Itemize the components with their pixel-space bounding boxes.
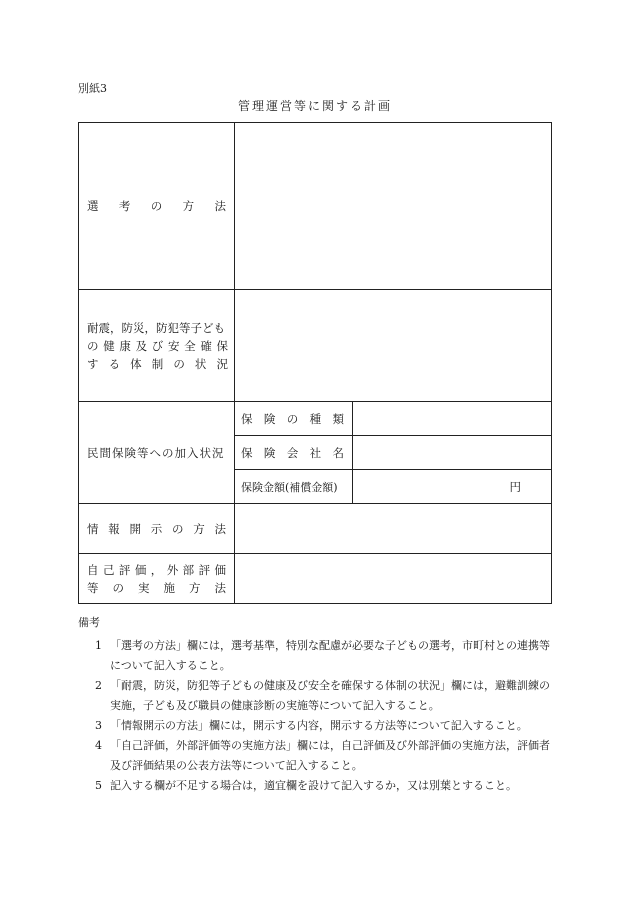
selection-method-label-cell <box>79 123 234 289</box>
insurance-company-char: 会 <box>286 445 299 460</box>
insurance-type-char: 保 <box>241 411 253 426</box>
evaluation-method-char: 部 <box>182 562 195 577</box>
yen-unit: 円 <box>509 479 521 494</box>
insurance-company-label-cell <box>235 436 352 469</box>
evaluation-method-line <box>87 579 226 597</box>
disclosure-method-char: 方 <box>193 521 205 536</box>
insurance-company-char: 険 <box>263 445 276 460</box>
safety-system-char: 安 <box>167 338 180 353</box>
disclosure-method-char: の <box>172 521 184 536</box>
evaluation-method-label <box>87 561 226 597</box>
insurance-amount-label: 保険金額(補償金額) <box>241 480 338 494</box>
notes-list <box>78 636 558 796</box>
selection-method-label <box>87 198 226 214</box>
insurance-company-entry[interactable] <box>353 436 551 469</box>
evaluation-method-char: ， <box>150 562 163 577</box>
insurance-company-char: 保 <box>241 445 253 460</box>
note-number: 2 <box>95 679 102 692</box>
safety-system-char: び <box>151 338 164 353</box>
insurance-company-char: 名 <box>332 445 344 460</box>
safety-system-char: 全 <box>184 338 196 353</box>
disclosure-method-char: 情 <box>87 521 99 536</box>
insurance-company-char: 社 <box>309 445 322 460</box>
safety-system-char: 及 <box>135 338 148 353</box>
note-text: 「耐震，防災，防犯等子どもの健康及び安全を確保する体制の状況」欄には，避難訓練の実施，子ども及び職員の健康診断の実施等について記入すること。 <box>110 679 550 712</box>
evaluation-method-char: 施 <box>163 580 175 595</box>
evaluation-method-char: 方 <box>189 580 201 595</box>
evaluation-method-char: 己 <box>102 562 115 577</box>
safety-system-char: 体 <box>130 356 142 371</box>
note-item <box>78 716 558 736</box>
evaluation-method-entry[interactable] <box>235 554 551 603</box>
note-number: 4 <box>95 739 102 752</box>
safety-system-char: 康 <box>119 338 131 353</box>
disclosure-method-entry[interactable] <box>235 504 551 553</box>
note-item <box>78 676 558 716</box>
note-number: 3 <box>95 719 102 732</box>
insurance-company-label <box>241 445 344 461</box>
insurance-type-char: 種 <box>309 411 322 426</box>
safety-system-char: 健 <box>103 338 115 353</box>
safety-system-char: す <box>87 356 99 371</box>
disclosure-method-label <box>87 521 226 537</box>
insurance-type-char: 険 <box>263 411 276 426</box>
note-text: 「選考の方法」欄には，選考基準，特別な配慮が必要な子どもの選考，市町村との連携等について記入すること。 <box>110 639 550 672</box>
evaluation-method-char: 外 <box>166 562 179 577</box>
evaluation-method-char: 実 <box>138 580 150 595</box>
note-text: 「情報開示の方法」欄には，開示する内容，開示する方法等について記入すること。 <box>110 719 528 732</box>
insurance-type-char: 類 <box>332 411 344 426</box>
safety-system-label <box>87 319 228 373</box>
selection-method-char: 方 <box>182 199 195 213</box>
selection-method-char: 法 <box>214 199 226 213</box>
selection-method-char: の <box>150 199 163 213</box>
note-text: 記入する欄が不足する場合は，適宜欄を設けて記入するか，又は別葉とすること。 <box>110 779 517 792</box>
disclosure-method-char: 示 <box>150 521 163 536</box>
evaluation-method-char: 価 <box>214 562 226 577</box>
evaluation-method-char: 評 <box>198 562 211 577</box>
evaluation-method-char: 自 <box>87 562 99 577</box>
selection-method-char: 考 <box>118 199 131 213</box>
note-number: 1 <box>95 639 102 652</box>
safety-system-char: る <box>108 356 121 371</box>
disclosure-method-char: 報 <box>108 521 120 536</box>
safety-system-label-cell <box>79 290 234 401</box>
insurance-label: 民間保険等への加入状況 <box>87 445 225 460</box>
safety-system-char: 制 <box>151 356 164 371</box>
evaluation-method-char: の <box>112 580 124 595</box>
selection-method-entry[interactable] <box>235 123 551 289</box>
evaluation-method-char: 等 <box>87 580 99 595</box>
notes-section <box>78 614 558 796</box>
insurance-type-label-cell <box>235 402 352 435</box>
insurance-amount-entry[interactable] <box>353 470 551 503</box>
selection-method-char: 選 <box>87 199 99 213</box>
insurance-type-char: の <box>286 411 299 426</box>
notes-heading: 備考 <box>78 616 100 629</box>
safety-system-char: 確 <box>200 338 212 353</box>
safety-system-char: の <box>87 338 99 353</box>
safety-system-entry[interactable] <box>235 290 551 401</box>
safety-system-char: 耐震，防災，防犯等子ども <box>87 320 225 335</box>
document-title: 管理運営等に関する計画 <box>237 99 392 113</box>
insurance-type-label <box>241 411 344 427</box>
safety-system-line <box>87 355 228 373</box>
evaluation-method-char: 価 <box>134 562 147 577</box>
evaluation-method-char: 評 <box>118 562 131 577</box>
disclosure-method-char: 法 <box>214 521 226 536</box>
note-text: 「自己評価，外部評価等の実施方法」欄には，自己評価及び外部評価の実施方法，評価者及び評価結果の公表方法等について記入すること。 <box>110 739 550 772</box>
annex-label: 別紙3 <box>78 82 107 95</box>
plan-table <box>78 122 552 604</box>
safety-system-char: 況 <box>216 356 228 371</box>
safety-system-char: 状 <box>194 356 207 371</box>
insurance-type-entry[interactable] <box>353 402 551 435</box>
safety-system-line <box>87 337 228 355</box>
evaluation-method-label-cell <box>79 554 234 603</box>
note-item <box>78 776 558 796</box>
safety-system-char: の <box>173 356 185 371</box>
note-number: 5 <box>95 779 102 792</box>
disclosure-method-char: 開 <box>129 521 141 536</box>
note-item <box>78 636 558 676</box>
note-item <box>78 736 558 776</box>
safety-system-char: 保 <box>216 338 228 353</box>
evaluation-method-line <box>87 561 226 579</box>
safety-system-line <box>87 319 228 337</box>
evaluation-method-char: 法 <box>214 580 226 595</box>
disclosure-method-label-cell <box>79 504 234 553</box>
